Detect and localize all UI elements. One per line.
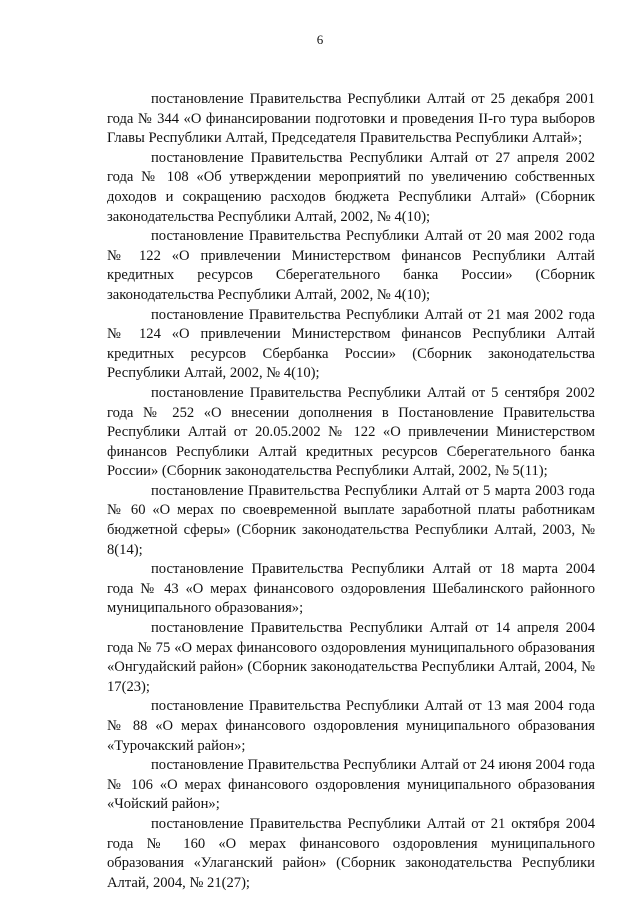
paragraph: постановление Правительства Республики Алтай от 21 октября 2004 года № 160 «О мерах финансового оздоровления муниципального образования «Улаганский район» (Сборник законодательства Республики Алтай, 2004, № 21(27);: [107, 815, 595, 891]
paragraph: постановление Правительства Республики Алтай от 21 мая 2002 года № 124 «О привлечении Министерством финансов Республики Алтай кредитных ресурсов Сбербанка России» (Сборник законодательства Республики Алтай, 2002, № 4(10);: [107, 306, 595, 382]
paragraph: постановление Правительства Республики Алтай от 13 мая 2004 года № 88 «О мерах финансового оздоровления муниципального образования «Турочакский район»;: [107, 698, 595, 754]
page-number: 6: [316, 32, 324, 47]
paragraph: постановление Правительства Республики Алтай от 25 декабря 2001 года № 344 «О финансировании подготовки и проведения II-го тура выборов Главы Республики Алтай, Председателя Правительства Республики Алтай»;: [107, 91, 595, 147]
paragraph: постановление Правительства Республики Алтай от 18 марта 2004 года № 43 «О мерах финансового оздоровления Шебалинского районного муниципального образования»;: [107, 561, 595, 617]
paragraph: постановление Правительства Республики Алтай от 5 марта 2003 года № 60 «О мерах по своевременной выплате заработной платы работникам бюджетной сферы» (Сборник законодательства Республики Алтай, 2003, № 8(14);: [107, 482, 595, 558]
paragraph: постановление Правительства Республики Алтай от 14 апреля 2004 года № 75 «О мерах финансового оздоровления муниципального образования «Онгудайский район» (Сборник законодательства Республики Алтай, 2004, № 17(23);: [107, 620, 595, 695]
paragraph: постановление Правительства Республики Алтай от 24 июня 2004 года № 106 «О мерах финансового оздоровления муниципального образования «Чойский район»;: [107, 757, 595, 813]
document-body: [107, 90, 595, 893]
paragraph: постановление Правительства Республики Алтай от 27 апреля 2002 года № 108 «Об утверждении мероприятий по увеличению собственных доходов и сокращению расходов бюджета Республики Алтай» (Сборник законодательства Республики Алтай, 2002, № 4(10);: [107, 149, 595, 225]
paragraph: постановление Правительства Республики Алтай от 20 мая 2002 года № 122 «О привлечении Министерством финансов Республики Алтай кредитных ресурсов Сберегательного банка России» (Сборник законодательства Республики Алтай, 2002, № 4(10);: [107, 228, 595, 303]
paragraph: постановление Правительства Республики Алтай от 5 сентября 2002 года № 252 «О внесении дополнения в Постановление Правительства Республики Алтай от 20.05.2002 № 122 «О привлечении Министерством финансов Республики Алтай кредитных ресурсов Сберегательного банка России» (Сборник законодательства Республики Алтай, 2002, № 5(11);: [107, 384, 595, 480]
